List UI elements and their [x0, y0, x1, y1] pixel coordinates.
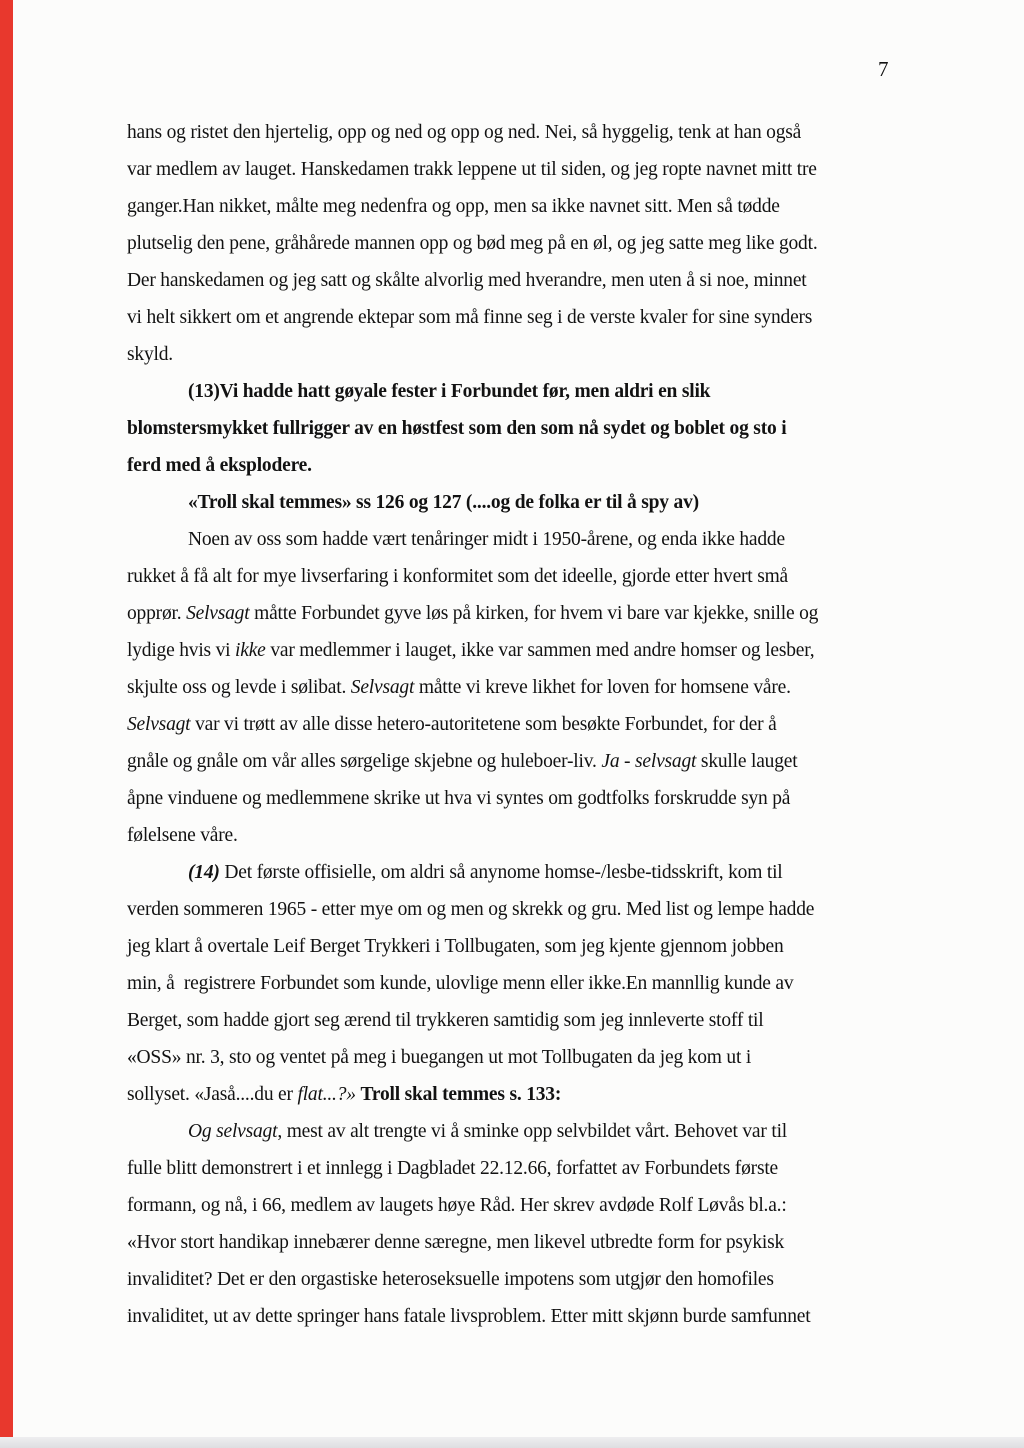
- text-segment: Selvsagt: [350, 677, 415, 698]
- text-segment: min, å registrere Forbundet som kunde, ulovlige menn eller ikke.En mannllig kunde av: [127, 973, 794, 994]
- text-segment: skyld.: [127, 344, 173, 365]
- text-segment: jeg klart å overtale Leif Berget Trykkeri i Tollbugaten, som jeg kjente gjennom jobben: [127, 936, 784, 957]
- text-segment: ganger.Han nikket, målte meg nedenfra og opp, men sa ikke navnet sitt. Men så tødde: [127, 196, 780, 217]
- text-line: [127, 373, 907, 410]
- text-segment: (13)Vi hadde hatt gøyale fester i Forbundet før, men aldri en slik: [188, 381, 711, 402]
- text-line: [127, 114, 907, 151]
- text-segment: fulle blitt demonstrert i et innlegg i Dagbladet 22.12.66, forfattet av Forbundets første: [127, 1158, 778, 1179]
- text-segment: ferd med å eksplodere.: [127, 455, 312, 476]
- text-segment: gnåle og gnåle om vår alles sørgelige skjebne og huleboer-liv.: [127, 751, 602, 772]
- text-line: [127, 928, 907, 965]
- text-segment: opprør.: [127, 603, 187, 624]
- text-line: [127, 521, 907, 558]
- text-line: [127, 262, 907, 299]
- text-segment: skulle lauget: [696, 751, 798, 772]
- text-line: [127, 558, 907, 595]
- text-line: [127, 1113, 907, 1150]
- text-segment: Selvsagt: [127, 714, 191, 735]
- text-segment: hans og ristet den hjertelig, opp og ned og opp og ned. Nei, så hyggelig, tenk at han også: [127, 122, 802, 143]
- text-segment: måtte vi kreve likhet for loven for homsene våre.: [414, 677, 791, 698]
- text-segment: (14): [188, 862, 220, 883]
- text-segment: skjulte oss og levde i sølibat.: [127, 677, 351, 698]
- text-segment: , mest av alt trengte vi å sminke opp selvbildet vårt. Behovet var til: [277, 1121, 788, 1142]
- text-line: [127, 1224, 907, 1261]
- text-segment: Berget, som hadde gjort seg ærend til trykkeren samtidig som jeg innleverte stoff til: [127, 1010, 764, 1031]
- text-segment: Troll skal temmes s. 133:: [360, 1084, 562, 1105]
- bottom-edge-scan-band: [0, 1437, 1024, 1448]
- text-segment: formann, og nå, i 66, medlem av laugets høye Råd. Her skrev avdøde Rolf Løvås bl.a.:: [127, 1195, 787, 1216]
- text-line: [127, 336, 907, 373]
- text-segment: sollyset. «Jaså....du er: [127, 1084, 298, 1105]
- text-segment: rukket å få alt for mye livserfaring i konformitet som det ideelle, gjorde etter hvert små: [127, 566, 789, 587]
- text-segment: blomstersmykket fullrigger av en høstfest som den som nå sydet og boblet og sto i: [127, 418, 787, 439]
- text-line: [127, 151, 907, 188]
- text-line: [127, 1187, 907, 1224]
- text-segment: Det første offisielle, om aldri så anynome homse-/lesbe-tidsskrift, kom til: [219, 862, 783, 883]
- text-line: [127, 1002, 907, 1039]
- text-line: [127, 299, 907, 336]
- text-segment: «Troll skal temmes» ss 126 og 127 (....og de folka er til å spy av): [188, 492, 699, 513]
- text-segment: var vi trøtt av alle disse hetero-autoritetene som besøkte Forbundet, for der å: [190, 714, 777, 735]
- text-segment: Der hanskedamen og jeg satt og skålte alvorlig med hverandre, men uten å si noe, minnet: [127, 270, 807, 291]
- text-segment: åpne vinduene og medlemmene skrike ut hva vi syntes om godtfolks forskrudde syn på: [127, 788, 791, 809]
- text-segment: var medlem av lauget. Hanskedamen trakk leppene ut til siden, og jeg ropte navnet mitt tre: [127, 159, 817, 180]
- text-line: [127, 1039, 907, 1076]
- text-segment: Selvsagt: [186, 603, 250, 624]
- left-edge-scan-artifact: [0, 0, 13, 1437]
- page-number: 7: [878, 57, 889, 81]
- text-line: [127, 669, 907, 706]
- text-segment: flat...?»: [297, 1084, 361, 1105]
- text-line: [127, 706, 907, 743]
- text-segment: Ja - selvsagt: [601, 751, 697, 772]
- text-segment: ikke: [235, 640, 266, 661]
- text-line: [127, 1261, 907, 1298]
- text-segment: Og selvsagt: [188, 1121, 278, 1142]
- text-line: [127, 1076, 907, 1113]
- text-segment: «OSS» nr. 3, sto og ventet på meg i buegangen ut mot Tollbugaten da jeg kom ut i: [127, 1047, 752, 1068]
- text-segment: Noen av oss som hadde vært tenåringer midt i 1950-årene, og enda ikke hadde: [188, 529, 785, 550]
- text-line: [127, 891, 907, 928]
- text-segment: plutselig den pene, gråhårede mannen opp og bød meg på en øl, og jeg satte meg like godt.: [127, 233, 818, 254]
- text-segment: lydige hvis vi: [127, 640, 236, 661]
- text-segment: var medlemmer i lauget, ikke var sammen med andre homser og lesber,: [265, 640, 815, 661]
- text-segment: invaliditet, ut av dette springer hans fatale livsproblem. Etter mitt skjønn burde samfunnet: [127, 1306, 811, 1327]
- text-line: [127, 1150, 907, 1187]
- text-line: [127, 632, 907, 669]
- text-line: [127, 410, 907, 447]
- text-segment: følelsene våre.: [127, 825, 238, 846]
- text-line: [127, 595, 907, 632]
- text-line: [127, 780, 907, 817]
- text-segment: invaliditet? Det er den orgastiske heteroseksuelle impotens som utgjør den homofiles: [127, 1269, 774, 1290]
- text-line: [127, 854, 907, 891]
- text-line: [127, 225, 907, 262]
- text-line: [127, 188, 907, 225]
- text-line: [127, 965, 907, 1002]
- text-segment: verden sommeren 1965 - etter mye om og men og skrekk og gru. Med list og lempe hadde: [127, 899, 815, 920]
- text-line: [127, 1298, 907, 1335]
- text-line: [127, 484, 907, 521]
- text-segment: vi helt sikkert om et angrende ektepar som må finne seg i de verste kvaler for sine synders: [127, 307, 813, 328]
- text-line: [127, 743, 907, 780]
- document-text: [127, 114, 907, 1335]
- text-segment: «Hvor stort handikap innebærer denne særegne, men likevel utbredte form for psykisk: [127, 1232, 785, 1253]
- text-segment: måtte Forbundet gyve løs på kirken, for hvem vi bare var kjekke, snille og: [249, 603, 819, 624]
- text-line: [127, 817, 907, 854]
- text-line: [127, 447, 907, 484]
